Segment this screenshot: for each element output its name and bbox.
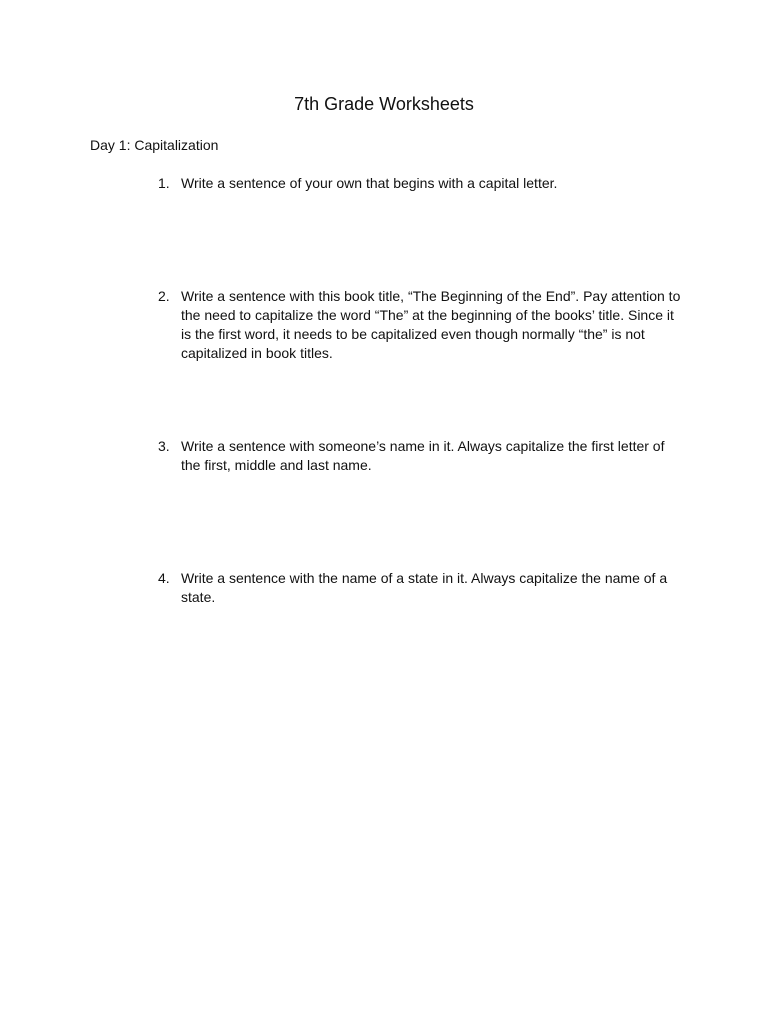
question-number: 2. — [158, 288, 170, 304]
question-text: Write a sentence with this book title, “The Beginning of the End”. Pay attention to the need to capitalize the word “The” at the beginning of the books’ title. Since it is the first word, it needs to be capitalized even though normally “the” is not capitalized in book titles. — [181, 288, 681, 361]
question-number: 3. — [158, 438, 170, 454]
question-text: Write a sentence with the name of a state in it. Always capitalize the name of a state. — [181, 570, 668, 605]
question-number: 4. — [158, 570, 170, 586]
question-text: Write a sentence with someone’s name in it. Always capitalize the first letter of the first, middle and last name. — [181, 438, 665, 473]
section-heading: Day 1: Capitalization — [90, 137, 219, 153]
question-text: Write a sentence of your own that begins with a capital letter. — [181, 175, 558, 191]
page-title: 7th Grade Worksheets — [294, 94, 474, 114]
question-number: 1. — [158, 175, 170, 191]
